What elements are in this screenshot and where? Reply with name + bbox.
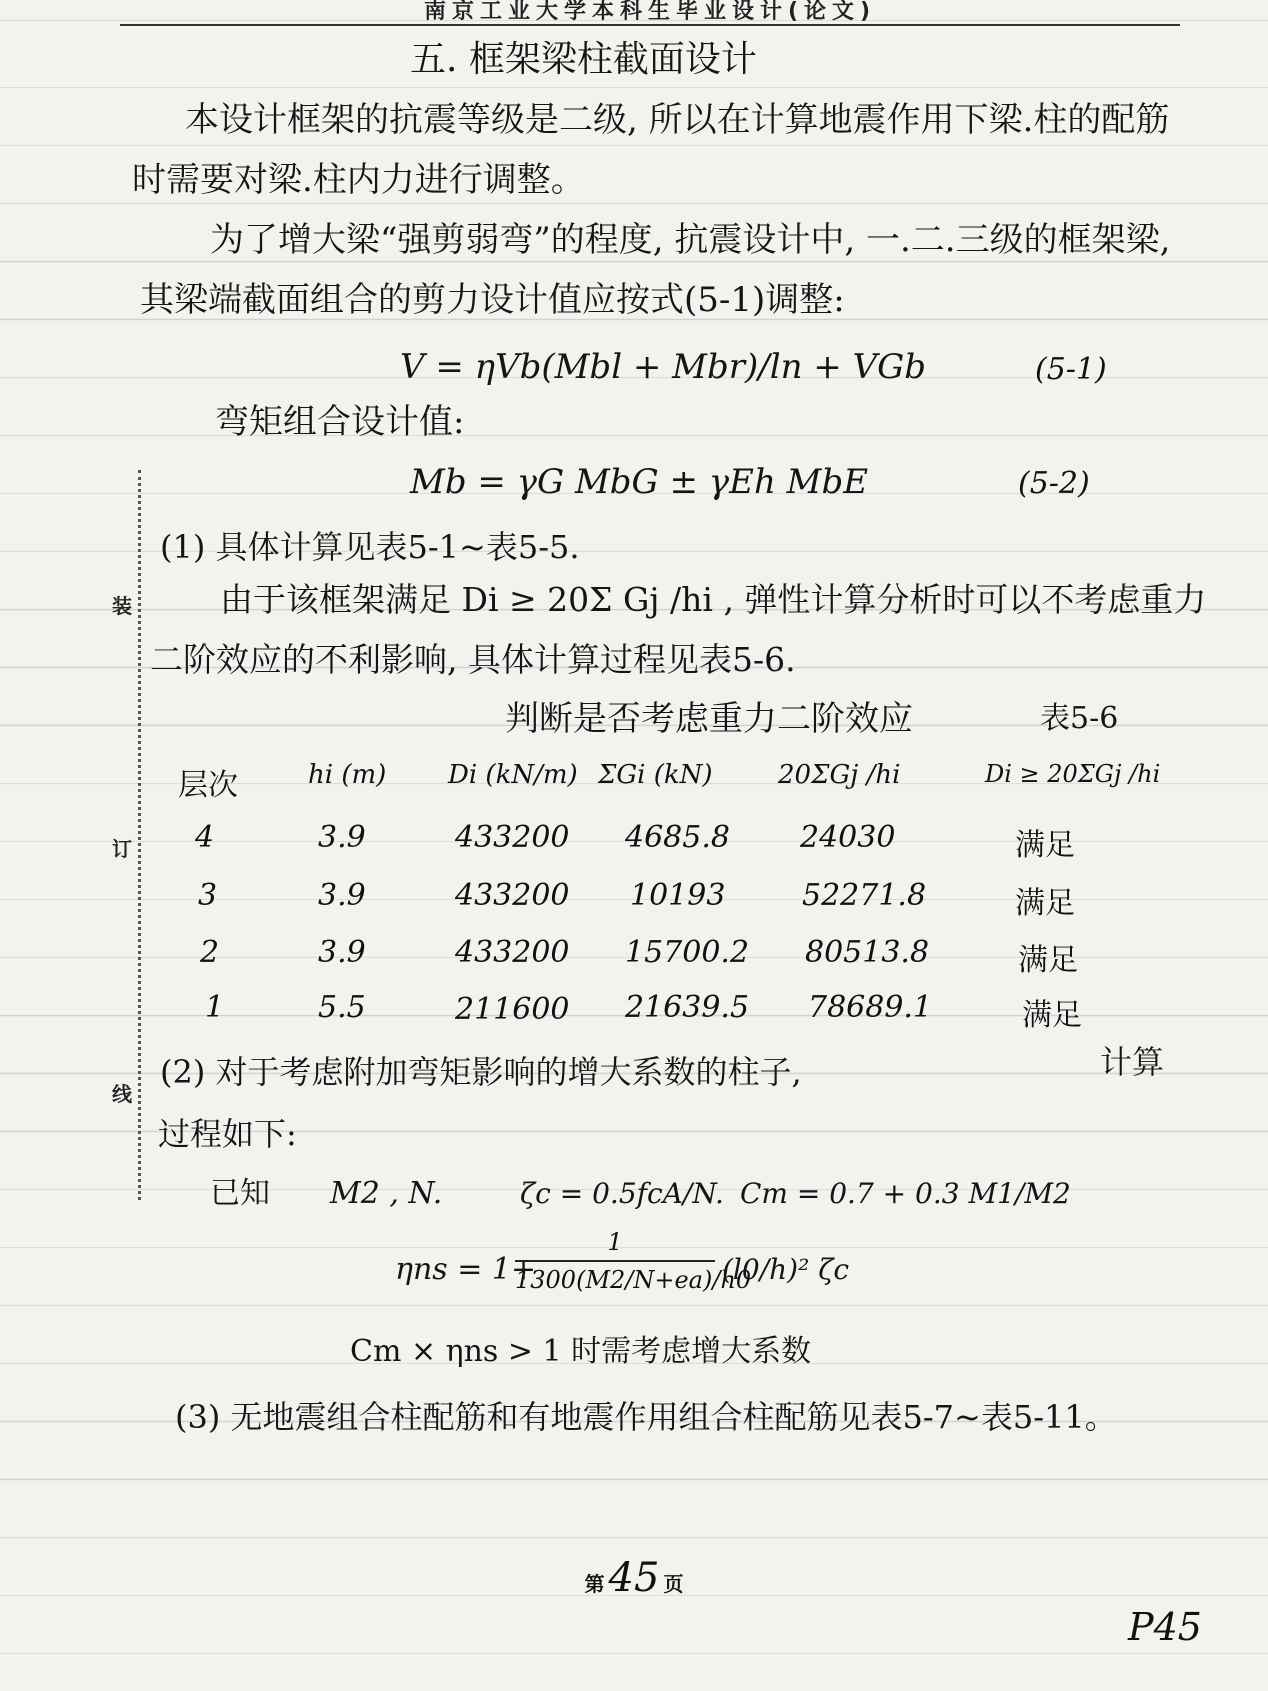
table-cell: 78689.1	[808, 990, 933, 1025]
table-cell: 15700.2	[625, 935, 750, 970]
moment-label: 弯矩组合设计值:	[215, 402, 465, 442]
zeta-formula: ζc = 0.5fcA/N.	[520, 1177, 724, 1210]
known-label: 已知	[210, 1176, 270, 1211]
table-cell: 3.9	[318, 935, 366, 970]
table-cell: 满足	[1022, 998, 1082, 1033]
footer-suffix: 页	[663, 1572, 684, 1596]
cm-formula: Cm = 0.7 + 0.3 M1/M2	[740, 1177, 1071, 1210]
table-cell: 2	[200, 935, 220, 970]
eta-lhs: ηns = 1+	[395, 1252, 537, 1287]
table-cell: 1	[205, 990, 225, 1025]
table-header-cell: Di ≥ 20ΣGj /hi	[985, 760, 1161, 788]
table-caption: 判断是否考虑重力二阶效应	[505, 699, 913, 739]
table-cell: 满足	[1015, 886, 1075, 921]
formula-5-2-number: (5-2)	[1018, 466, 1090, 501]
para2-line1: 为了增大梁“强剪弱弯”的程度, 抗震设计中, 一.二.三级的框架梁,	[210, 220, 1171, 260]
item-3: (3) 无地震组合柱配筋和有地震作用组合柱配筋见表5-7~表5-11。	[175, 1398, 1117, 1436]
table-cell: 52271.8	[802, 878, 927, 913]
eta-rhs: (l0/h)² ζc	[722, 1253, 850, 1286]
formula-5-2: Mb = γG MbG ± γEh MbE	[410, 462, 869, 502]
formula-5-1: V = ηVb(Mbl + Mbr)/ln + VGb	[400, 347, 927, 387]
binding-char-ding: 订	[112, 837, 132, 861]
eta-denominator: 1300(M2/N+ea)/h0	[515, 1266, 752, 1294]
table-header-cell: 20ΣGj /hi	[778, 760, 901, 790]
eta-fraction	[515, 1228, 752, 1294]
table-header-cell: ΣGi (kN)	[598, 760, 713, 790]
table-cell: 4	[195, 820, 215, 855]
page-header: 南京工业大学本科生毕业设计(论文)	[120, 0, 1180, 26]
item-2-line1: (2) 对于考虑附加弯矩影响的增大系数的柱子,	[160, 1053, 802, 1091]
table-header-cell: 层次	[178, 768, 238, 803]
table-cell: 433200	[455, 878, 570, 913]
known-vars: M2 , N.	[330, 1176, 443, 1211]
table-cell: 3.9	[318, 878, 366, 913]
item-2-tail: 计算	[1100, 1043, 1165, 1081]
table-cell: 80513.8	[805, 935, 930, 970]
para2-line2: 其梁端截面组合的剪力设计值应按式(5-1)调整:	[140, 280, 845, 320]
item-2-line2: 过程如下:	[158, 1115, 297, 1153]
table-cell: 满足	[1015, 828, 1075, 863]
table-cell: 433200	[455, 935, 570, 970]
binding-char-zhuang: 装	[112, 594, 132, 618]
formula-5-1-number: (5-1)	[1035, 352, 1107, 387]
footer-prefix: 第	[584, 1572, 605, 1596]
eta-numerator: 1	[515, 1228, 715, 1262]
page-footer	[0, 1555, 1268, 1601]
section-title: 五. 框架梁柱截面设计	[410, 39, 757, 80]
table-cell: 3	[198, 878, 218, 913]
table-cell: 5.5	[318, 990, 366, 1025]
para1-line1: 本设计框架的抗震等级是二级, 所以在计算地震作用下梁.柱的配筋	[185, 100, 1170, 140]
table-cell: 10193	[630, 878, 726, 913]
table-cell: 433200	[455, 820, 570, 855]
table-header-cell: hi (m)	[308, 760, 387, 790]
table-cell: 4685.8	[625, 820, 730, 855]
page-mark: P45	[1128, 1605, 1202, 1649]
binding-line	[138, 470, 141, 1200]
para3-line2: 二阶效应的不利影响, 具体计算过程见表5-6.	[150, 640, 796, 679]
table-cell: 21639.5	[625, 990, 750, 1025]
table-cell: 满足	[1018, 943, 1078, 978]
table-cell: 24030	[800, 820, 896, 855]
page-number: 45	[608, 1555, 660, 1601]
table-cell: 3.9	[318, 820, 366, 855]
item-1: (1) 具体计算见表5-1~表5-5.	[160, 528, 580, 566]
para1-line2: 时需要对梁.柱内力进行调整。	[132, 160, 585, 200]
binding-char-xian: 线	[112, 1082, 132, 1106]
table-label: 表5-6	[1040, 701, 1119, 736]
table-header-cell: Di (kN/m)	[448, 760, 578, 790]
cm-condition: Cm × ηns > 1 时需考虑增大系数	[350, 1334, 812, 1369]
table-cell: 211600	[455, 992, 570, 1027]
para3-line1: 由于该框架满足 Di ≥ 20Σ Gj /hi , 弹性计算分析时可以不考虑重力	[220, 580, 1207, 619]
